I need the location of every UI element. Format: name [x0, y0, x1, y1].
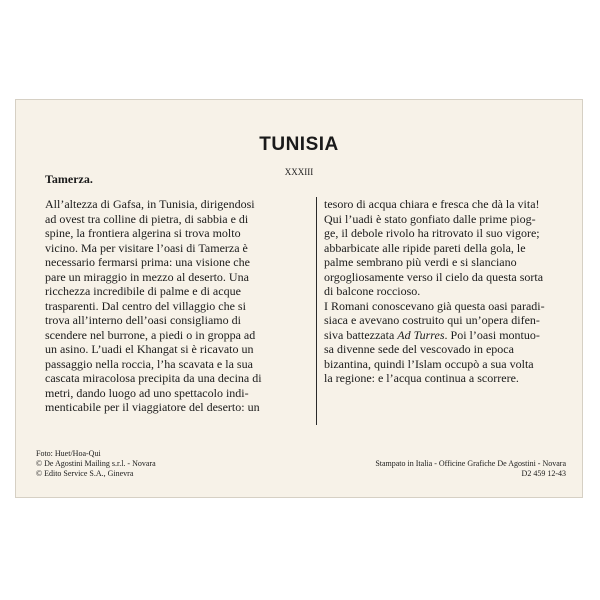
- text-line: ge, il debole rivolo ha ritrovato il suo vigore;: [324, 226, 540, 240]
- emphasized-name: Ad Turres: [397, 327, 445, 342]
- text-line: passaggio nella roccia, l’ha scavata e la sua: [45, 356, 253, 371]
- credit-line: Foto: Huet/Hoa-Qui: [36, 449, 101, 458]
- text-line: All’altezza di Gafsa, in Tunisia, dirigendosi: [45, 197, 255, 211]
- text-fragment: . Poi l’oasi montuo-: [444, 327, 540, 342]
- right-paragraph-2: [324, 299, 568, 386]
- text-line: bizantina, quindi l’Islam occupò a sua volta: [324, 356, 534, 371]
- text-line: abbarbicate alle ripide pareti della gola, le: [324, 240, 526, 255]
- right-paragraph-1: [324, 197, 568, 299]
- text-line: siaca e avevano costruito qui un’opera difen-: [324, 313, 540, 327]
- text-line: menticabile per il viaggiatore del deserto: un: [45, 400, 260, 414]
- column-divider: [316, 197, 317, 425]
- right-column: [324, 197, 568, 386]
- place-name: Tamerza.: [45, 172, 93, 186]
- text-line: Qui l’uadi è stato gonfiato dalle prime piog-: [324, 211, 536, 226]
- printer-info: [375, 459, 566, 479]
- text-line: la regione: e l’acqua continua a scorrere.: [324, 371, 519, 385]
- left-paragraph: [45, 197, 307, 415]
- text-line: trasparenti. Dal centro del villaggio che si: [45, 298, 246, 313]
- text-line: orgogliosamente verso il cielo da questa sorta: [324, 269, 544, 284]
- text-line: sa divenne sede del vescovado in epoca: [324, 342, 514, 356]
- text-line: ricchezza incredibile di palme e di acque: [45, 284, 241, 298]
- postcard-back: [15, 99, 583, 498]
- text-line: spine, la frontiera algerina si trova molto: [45, 226, 241, 240]
- text-line: trova all’interno dell’oasi consigliamo di: [45, 313, 241, 327]
- photo-credits: [36, 449, 156, 479]
- printer-line: Stampato in Italia - Officine Grafiche De Agostini - Novara: [375, 459, 566, 468]
- text-line: cascata miracolosa precipita da una decina di: [45, 371, 262, 385]
- text-line: vicino. Ma per visitare l’oasi di Tamerza è: [45, 240, 248, 255]
- card-number: XXXIII: [284, 167, 314, 177]
- credit-line: © De Agostini Mailing s.r.l. - Novara: [36, 459, 156, 468]
- printer-code: D2 459 12-43: [521, 469, 566, 478]
- card-title: TUNISIA: [259, 134, 339, 155]
- text-line: necessario fermarsi prima: una visione che: [45, 255, 250, 269]
- text-fragment: siva battezzata: [324, 327, 398, 342]
- text-line: pare un miraggio in mezzo al deserto. Una: [45, 269, 249, 284]
- left-column: [45, 197, 307, 415]
- text-line: tesoro di acqua chiara e fresca che dà la vita!: [324, 197, 540, 211]
- text-line: ad ovest tra colline di pietra, di sabbia e di: [45, 211, 249, 226]
- text-line: di balcone roccioso.: [324, 284, 421, 298]
- text-line: un asino. L’uadi el Khangat si è ricavato un: [45, 342, 254, 356]
- text-line: scendere nel burrone, a piedi o in groppa ad: [45, 327, 256, 342]
- text-line: I Romani conoscevano già questa oasi paradi-: [324, 298, 545, 313]
- text-line: palme sembrano più verdi e si slanciano: [324, 255, 517, 269]
- text-line: [324, 328, 568, 343]
- credit-line: © Edito Service S.A., Ginevra: [36, 469, 134, 478]
- text-line: metri, dando luogo ad uno spettacolo indi-: [45, 385, 249, 400]
